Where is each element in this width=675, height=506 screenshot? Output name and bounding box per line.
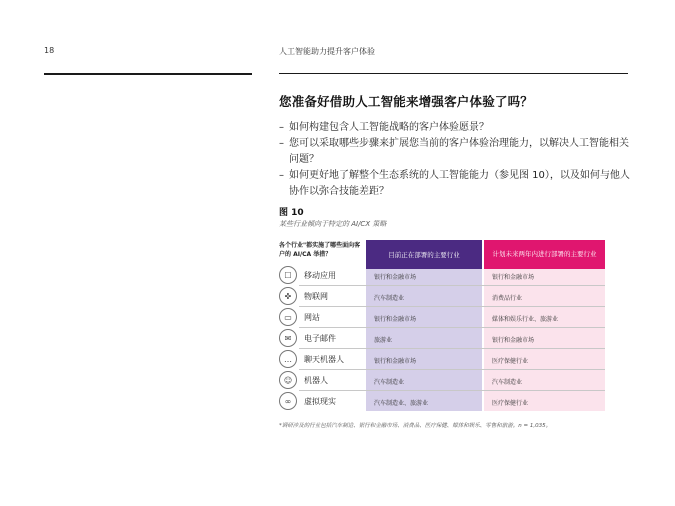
question-list (279, 120, 635, 200)
current-industry: 银行和金融市场 (374, 316, 417, 323)
planned-deployment-header-text: 计划未来两年内进行部署的主要行业 (492, 250, 597, 258)
table-row (279, 287, 605, 307)
table-row (279, 308, 605, 328)
table-row (279, 392, 605, 412)
mobile-icon: ☐ (279, 266, 297, 284)
planned-industry: 银行和金融市场 (492, 337, 535, 344)
row-divider (299, 285, 605, 286)
question-text: 您可以采取哪些步骤来扩展您当前的客户体验治理能力，以解决人工智能相关问题？ (289, 138, 629, 165)
figure-footnote: *调研涉及的行业包括汽车制造、银行和金融市场、消费品、医疗保健、媒体和娱乐、零售和旅游。n = 1,035。 (279, 423, 552, 429)
planned-industry: 媒体和娱乐行业、旅游业 (492, 316, 559, 323)
page-number: 18 (44, 46, 55, 55)
planned-industry: 医疗保健行业 (492, 358, 529, 365)
planned-industry: 银行和金融市场 (492, 274, 535, 281)
current-industry: 汽车制造业 (374, 379, 405, 386)
planned-industry: 消费品行业 (492, 295, 523, 302)
channel-label: 物联网 (304, 292, 328, 301)
question-dash: – (279, 122, 284, 133)
question-text: 如何构建包含人工智能战略的客户体验愿景？ (289, 122, 489, 133)
current-industry: 银行和金融市场 (374, 358, 417, 365)
channel-label: 机器人 (304, 376, 328, 385)
running-title: 人工智能助力提升客户体验 (279, 47, 375, 56)
figure-label: 图 10 (279, 208, 304, 218)
current-deployment-header (366, 240, 482, 269)
question-item (279, 168, 635, 200)
row-divider (299, 348, 605, 349)
channel-label: 移动应用 (304, 271, 336, 280)
chatbot-icon: … (279, 350, 297, 368)
planned-industry: 汽车制造业 (492, 379, 523, 386)
question-text: 如何更好地了解整个生态系统的人工智能能力（参见图 10），以及如何与他人协作以弥合技能差距？ (289, 170, 630, 197)
channel-label: 网站 (304, 313, 320, 322)
email-icon: ✉ (279, 329, 297, 347)
row-divider (299, 327, 605, 328)
row-divider (299, 369, 605, 370)
header-rule-right (279, 73, 628, 74)
iot-icon: ✜ (279, 287, 297, 305)
table-row (279, 266, 605, 286)
channel-label: 聊天机器人 (304, 355, 344, 364)
current-industry: 银行和金融市场 (374, 274, 417, 281)
question-dash: – (279, 170, 284, 181)
vr-icon: ∞ (279, 392, 297, 410)
planned-industry: 医疗保健行业 (492, 400, 529, 407)
row-divider (299, 306, 605, 307)
question-header: 各个行业"都实施了哪些面向客户的 AI/CA 举措？ (279, 242, 361, 258)
channel-label: 虚拟现实 (304, 397, 336, 406)
table-row (279, 329, 605, 349)
question-dash: – (279, 138, 284, 149)
robot-icon: ☺ (279, 371, 297, 389)
table-row (279, 371, 605, 391)
channel-label: 电子邮件 (304, 334, 336, 343)
figure-caption: 某些行业倾向于特定的 AI/CX 策略 (279, 220, 387, 228)
question-item (279, 136, 635, 168)
current-industry: 旅游业 (374, 337, 393, 344)
question-item (279, 120, 635, 136)
header-rule-left (44, 73, 252, 75)
web-icon: ▭ (279, 308, 297, 326)
table-row (279, 350, 605, 370)
row-divider (299, 390, 605, 391)
planned-deployment-header (484, 240, 605, 269)
current-deployment-header-text: 目前正在部署的主要行业 (388, 251, 460, 259)
current-industry: 汽车制造业 (374, 295, 405, 302)
section-title: 您准备好借助人工智能来增强客户体验了吗？ (279, 94, 534, 109)
current-industry: 汽车制造业、旅游业 (374, 400, 429, 407)
